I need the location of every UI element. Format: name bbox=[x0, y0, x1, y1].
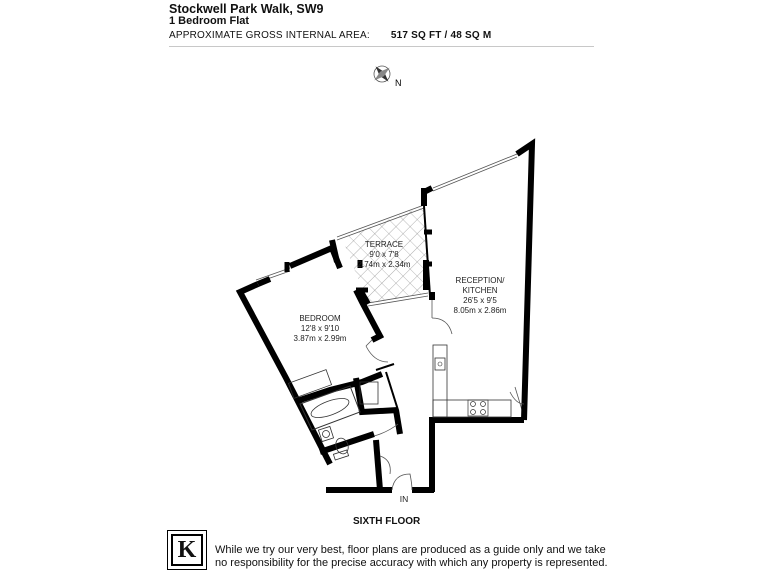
entrance-label: IN bbox=[399, 494, 409, 504]
terrace-metric: 2.74m x 2.34m bbox=[357, 260, 411, 269]
disclaimer-text: While we try our very best, floor plans are produced as a guide only and we take no responsibility for the precise accuracy with which any property is represented. bbox=[215, 544, 608, 569]
bedroom-name: BEDROOM bbox=[299, 314, 341, 323]
reception-name-1: RECEPTION/ bbox=[455, 276, 505, 285]
terrace-label bbox=[342, 240, 426, 270]
agency-logo bbox=[167, 530, 207, 570]
floor-label: SIXTH FLOOR bbox=[353, 516, 421, 527]
reception-name-2: KITCHEN bbox=[462, 286, 498, 295]
sink-icon bbox=[435, 358, 445, 370]
terrace-imperial: 9'0 x 7'8 bbox=[369, 250, 399, 259]
reception-imperial: 26'5 x 9'5 bbox=[463, 296, 497, 305]
reception-kitchen-label bbox=[440, 276, 520, 316]
door-swings bbox=[366, 300, 524, 490]
logo-letter: K bbox=[171, 534, 203, 566]
bedroom-metric: 3.87m x 2.99m bbox=[293, 334, 347, 343]
terrace-name: TERRACE bbox=[364, 240, 404, 249]
area-value: 517 SQ FT / 48 SQ M bbox=[390, 30, 492, 41]
address-title: Stockwell Park Walk, SW9 bbox=[169, 2, 324, 16]
area-label: APPROXIMATE GROSS INTERNAL AREA: bbox=[169, 30, 370, 41]
hob-icon bbox=[468, 400, 488, 416]
bedroom-imperial: 12'8 x 9'10 bbox=[300, 324, 340, 333]
compass-north-label: N bbox=[395, 78, 402, 88]
compass-icon bbox=[372, 64, 391, 83]
property-type: 1 Bedroom Flat bbox=[169, 15, 250, 27]
reception-metric: 8.05m x 2.86m bbox=[453, 306, 507, 315]
bedroom-label bbox=[280, 314, 360, 344]
